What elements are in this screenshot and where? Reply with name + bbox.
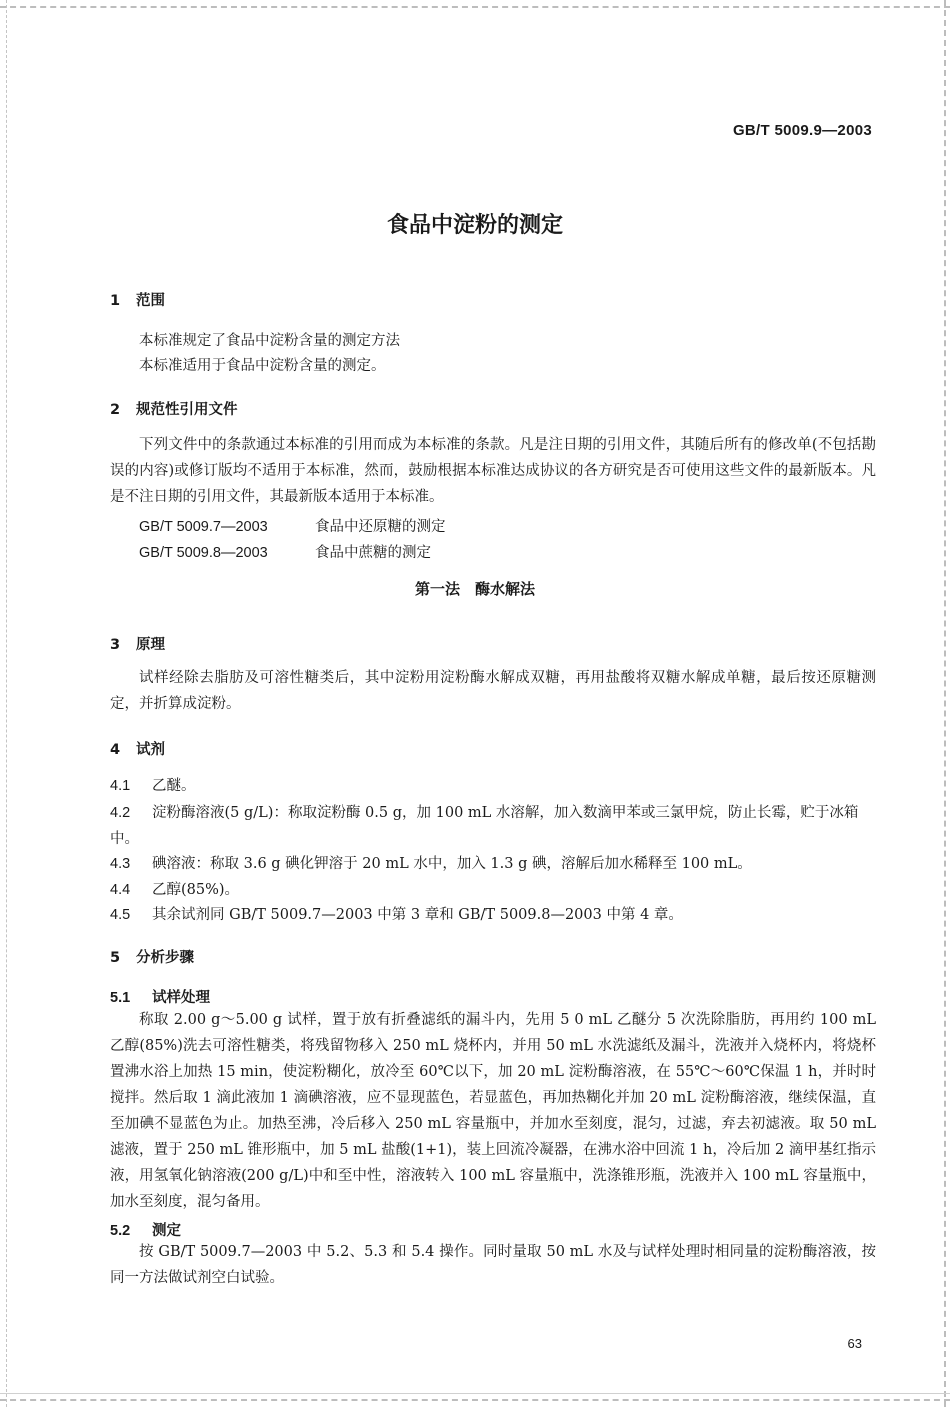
page-bottom-rule	[0, 1393, 950, 1394]
subsection-number: 5.1	[110, 990, 131, 1006]
reference-code: GB/T 5009.7—2003	[139, 519, 268, 535]
reagent-item	[110, 902, 876, 928]
page-number: 63	[847, 1336, 862, 1351]
paragraph: 本标准适用于食品中淀粉含量的测定。	[139, 358, 386, 374]
section-heading-5	[110, 946, 194, 967]
method-heading: 第一法 酶水解法	[414, 580, 535, 598]
document-title: 食品中淀粉的测定	[386, 213, 563, 238]
section-number: 3	[110, 637, 121, 653]
paragraph: 本标准规定了食品中淀粉含量的测定方法	[139, 333, 400, 349]
subsection-heading-5-1	[110, 986, 210, 1007]
subsection-title: 测定	[152, 1223, 181, 1239]
reference-code: GB/T 5009.8—2003	[139, 545, 268, 561]
item-number: 4.2	[110, 805, 131, 821]
reference-title: 食品中蔗糖的测定	[315, 545, 431, 561]
section-title: 规范性引用文件	[136, 402, 238, 418]
section-title: 原理	[136, 637, 165, 653]
section-title: 分析步骤	[136, 950, 194, 966]
subsection-number: 5.2	[110, 1223, 131, 1239]
item-text: 其余试剂同 GB/T 5009.7—2003 中第 3 章和 GB/T 5009.8—2003 中第 4 章。	[152, 907, 683, 923]
item-number: 4.1	[110, 778, 131, 794]
subsection-heading-5-2	[110, 1219, 181, 1240]
section-number: 1	[110, 293, 121, 309]
normative-reference	[139, 515, 446, 536]
scan-edge-bottom	[0, 1399, 950, 1401]
subsection-title: 试样处理	[152, 990, 210, 1006]
item-number: 4.5	[110, 907, 131, 923]
section-heading-2	[110, 398, 238, 419]
section-number: 2	[110, 402, 121, 418]
section-title: 范围	[136, 293, 165, 309]
item-text: 碘溶液：称取 3.6 g 碘化钾溶于 20 mL 水中，加入 1.3 g 碘，溶解后加水稀释至 100 mL。	[152, 856, 752, 872]
item-number: 4.4	[110, 882, 131, 898]
reagent-item	[110, 877, 876, 903]
normative-reference	[139, 541, 431, 562]
section-title: 试剂	[136, 742, 165, 758]
reference-title: 食品中还原糖的测定	[315, 519, 446, 535]
item-number: 4.3	[110, 856, 131, 872]
item-text: 乙醇(85%)。	[152, 882, 240, 898]
reagent-item	[110, 773, 876, 799]
standard-number: GB/T 5009.9—2003	[732, 122, 872, 139]
reagent-item	[110, 851, 876, 877]
paragraph: 称取 2.00 g～5.00 g 试样，置于放有折叠滤纸的漏斗内，先用 5 0 mL 乙醚分 5 次洗除脂肪，再用约 100 mL 乙醇(85%)洗去可溶性糖类，将残留物移入 250 mL 烧杯内，并用 50 mL 水洗滤纸及漏斗，洗液并入烧杯内，将烧杯置沸水浴上加热 15 min，使淀粉糊化，放冷至 60℃以下，加 20 mL 淀粉酶溶液，在 55℃～60℃保温 1 h，并时时搅拌。然后取 1 滴此液加 1 滴碘溶液，应不显现蓝色，若显蓝色，再加热糊化并加 20 mL 淀粉酶溶液，继续保温，直至加碘不显蓝色为止。加热至沸，冷后移入 250 mL 容量瓶中，并加水至刻度，混匀，过滤，弃去初滤液。取 50 mL 滤液，置于 250 mL 锥形瓶中，加 5 mL 盐酸(1+1)，装上回流冷凝器，在沸水浴中回流 1 h，冷后加 2 滴甲基红指示液，用氢氧化钠溶液(200 g/L)中和至中性，溶液转入 100 mL 容量瓶中，洗涤锥形瓶，洗液并入 100 mL 容量瓶中，加水至刻度，混匀备用。	[110, 1012, 876, 1210]
section-heading-3	[110, 633, 165, 654]
section-heading-4	[110, 738, 165, 759]
paragraph: 试样经除去脂肪及可溶性糖类后，其中淀粉用淀粉酶水解成双糖，再用盐酸将双糖水解成单糖，最后按还原糖测定，并折算成淀粉。	[110, 670, 876, 712]
section-heading-1	[110, 289, 165, 310]
section-number: 4	[110, 742, 121, 758]
paragraph: 按 GB/T 5009.7—2003 中 5.2、5.3 和 5.4 操作。同时量取 50 mL 水及与试样处理时相同量的淀粉酶溶液，按同一方法做试剂空白试验。	[110, 1244, 876, 1286]
scan-edge-top	[0, 6, 950, 8]
reagent-item	[110, 800, 876, 852]
item-text: 淀粉酶溶液(5 g/L)：称取淀粉酶 0.5 g，加 100 mL 水溶解，加入数滴甲苯或三氯甲烷，防止长霉，贮于冰箱中。	[110, 805, 859, 847]
item-text: 乙醚。	[152, 778, 196, 794]
paragraph: 下列文件中的条款通过本标准的引用而成为本标准的条款。凡是注日期的引用文件，其随后所有的修改单(不包括勘误的内容)或修订版均不适用于本标准，然而，鼓励根据本标准达成协议的各方研究是否可使用这些文件的最新版本。凡是不注日期的引用文件，其最新版本适用于本标准。	[110, 437, 876, 505]
section-number: 5	[110, 950, 121, 966]
